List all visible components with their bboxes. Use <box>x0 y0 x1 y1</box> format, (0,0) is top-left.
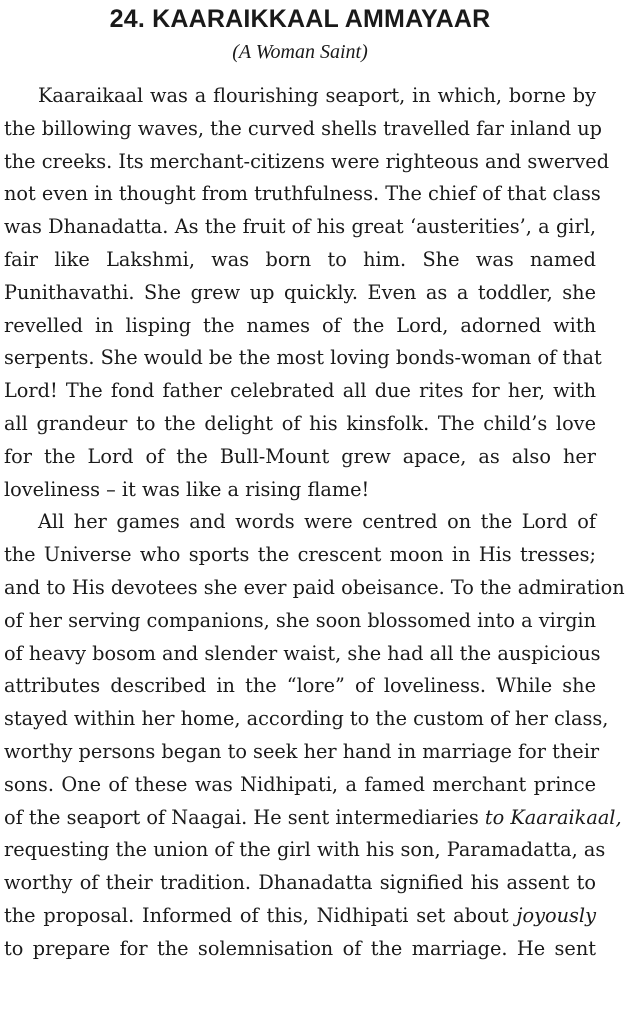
text-line: worthy of their tradition. Dhanadatta signified his assent to <box>4 871 596 895</box>
paragraph-2 <box>4 506 625 965</box>
text-line: not even in thought from truthfulness. The chief of that class <box>4 182 601 206</box>
text-line: Punithavathi. She grew up quickly. Even as a toddler, she <box>4 280 596 304</box>
text-line: and to His devotees she ever paid obeisance. To the admiration <box>4 575 625 599</box>
text-line: the billowing waves, the curved shells travelled far inland up <box>4 116 603 140</box>
text-line: attributes described in the “lore” of loveliness. While she <box>4 674 596 698</box>
text-run: the proposal. Informed of this, Nidhipati set about <box>4 903 509 927</box>
text-line: for the Lord of the Bull-Mount grew apace, as also her <box>4 444 596 468</box>
text-line: worthy persons began to seek her hand in marriage for their <box>4 739 600 763</box>
text-line: Kaaraikaal was a flourishing seaport, in which, borne by <box>38 84 596 107</box>
text-line: loveliness – it was like a rising flame! <box>4 477 370 501</box>
text-line-mixed <box>4 900 596 933</box>
paragraph-1 <box>4 80 610 506</box>
chapter-subtitle: (A Woman Saint) <box>232 41 368 63</box>
text-run: of the seaport of Naagai. He sent intermediaries <box>4 805 479 829</box>
italic-run: joyously <box>516 903 596 927</box>
text-line: Lord! The fond father celebrated all due rites for her, with <box>4 379 596 403</box>
text-line: All her games and words were centred on the Lord of <box>38 510 596 534</box>
text-line: of her serving companions, she soon blossomed into a virgin <box>4 608 596 632</box>
chapter-title: 24. KAARAIKKAAL AMMAYAAR <box>109 5 491 33</box>
text-line: all grandeur to the delight of his kinsfolk. The child’s love <box>4 411 596 435</box>
text-line: sons. One of these was Nidhipati, a famed merchant prince <box>4 772 596 796</box>
text-line: the Universe who sports the crescent moon in His tresses; <box>4 543 596 567</box>
text-line: to prepare for the solemnisation of the marriage. He sent <box>4 936 596 960</box>
text-line: requesting the union of the girl with his son, Paramadatta, as <box>4 838 606 862</box>
text-line: of heavy bosom and slender waist, she had all the auspicious <box>4 641 601 665</box>
text-line-mixed <box>4 802 622 835</box>
text-line: fair like Lakshmi, was born to him. She was named <box>4 247 596 271</box>
body-text <box>4 80 625 966</box>
italic-run: to Kaaraikaal, <box>484 805 622 829</box>
text-line: was Dhanadatta. As the fruit of his great ‘austerities’, a girl, <box>4 215 596 239</box>
text-line: stayed within her home, according to the custom of her class, <box>4 707 609 731</box>
text-line: the creeks. Its merchant-citizens were righteous and swerved <box>4 149 610 173</box>
text-line: revelled in lisping the names of the Lord, adorned with <box>4 313 596 337</box>
text-line: serpents. She would be the most loving bonds-woman of that <box>4 346 602 370</box>
